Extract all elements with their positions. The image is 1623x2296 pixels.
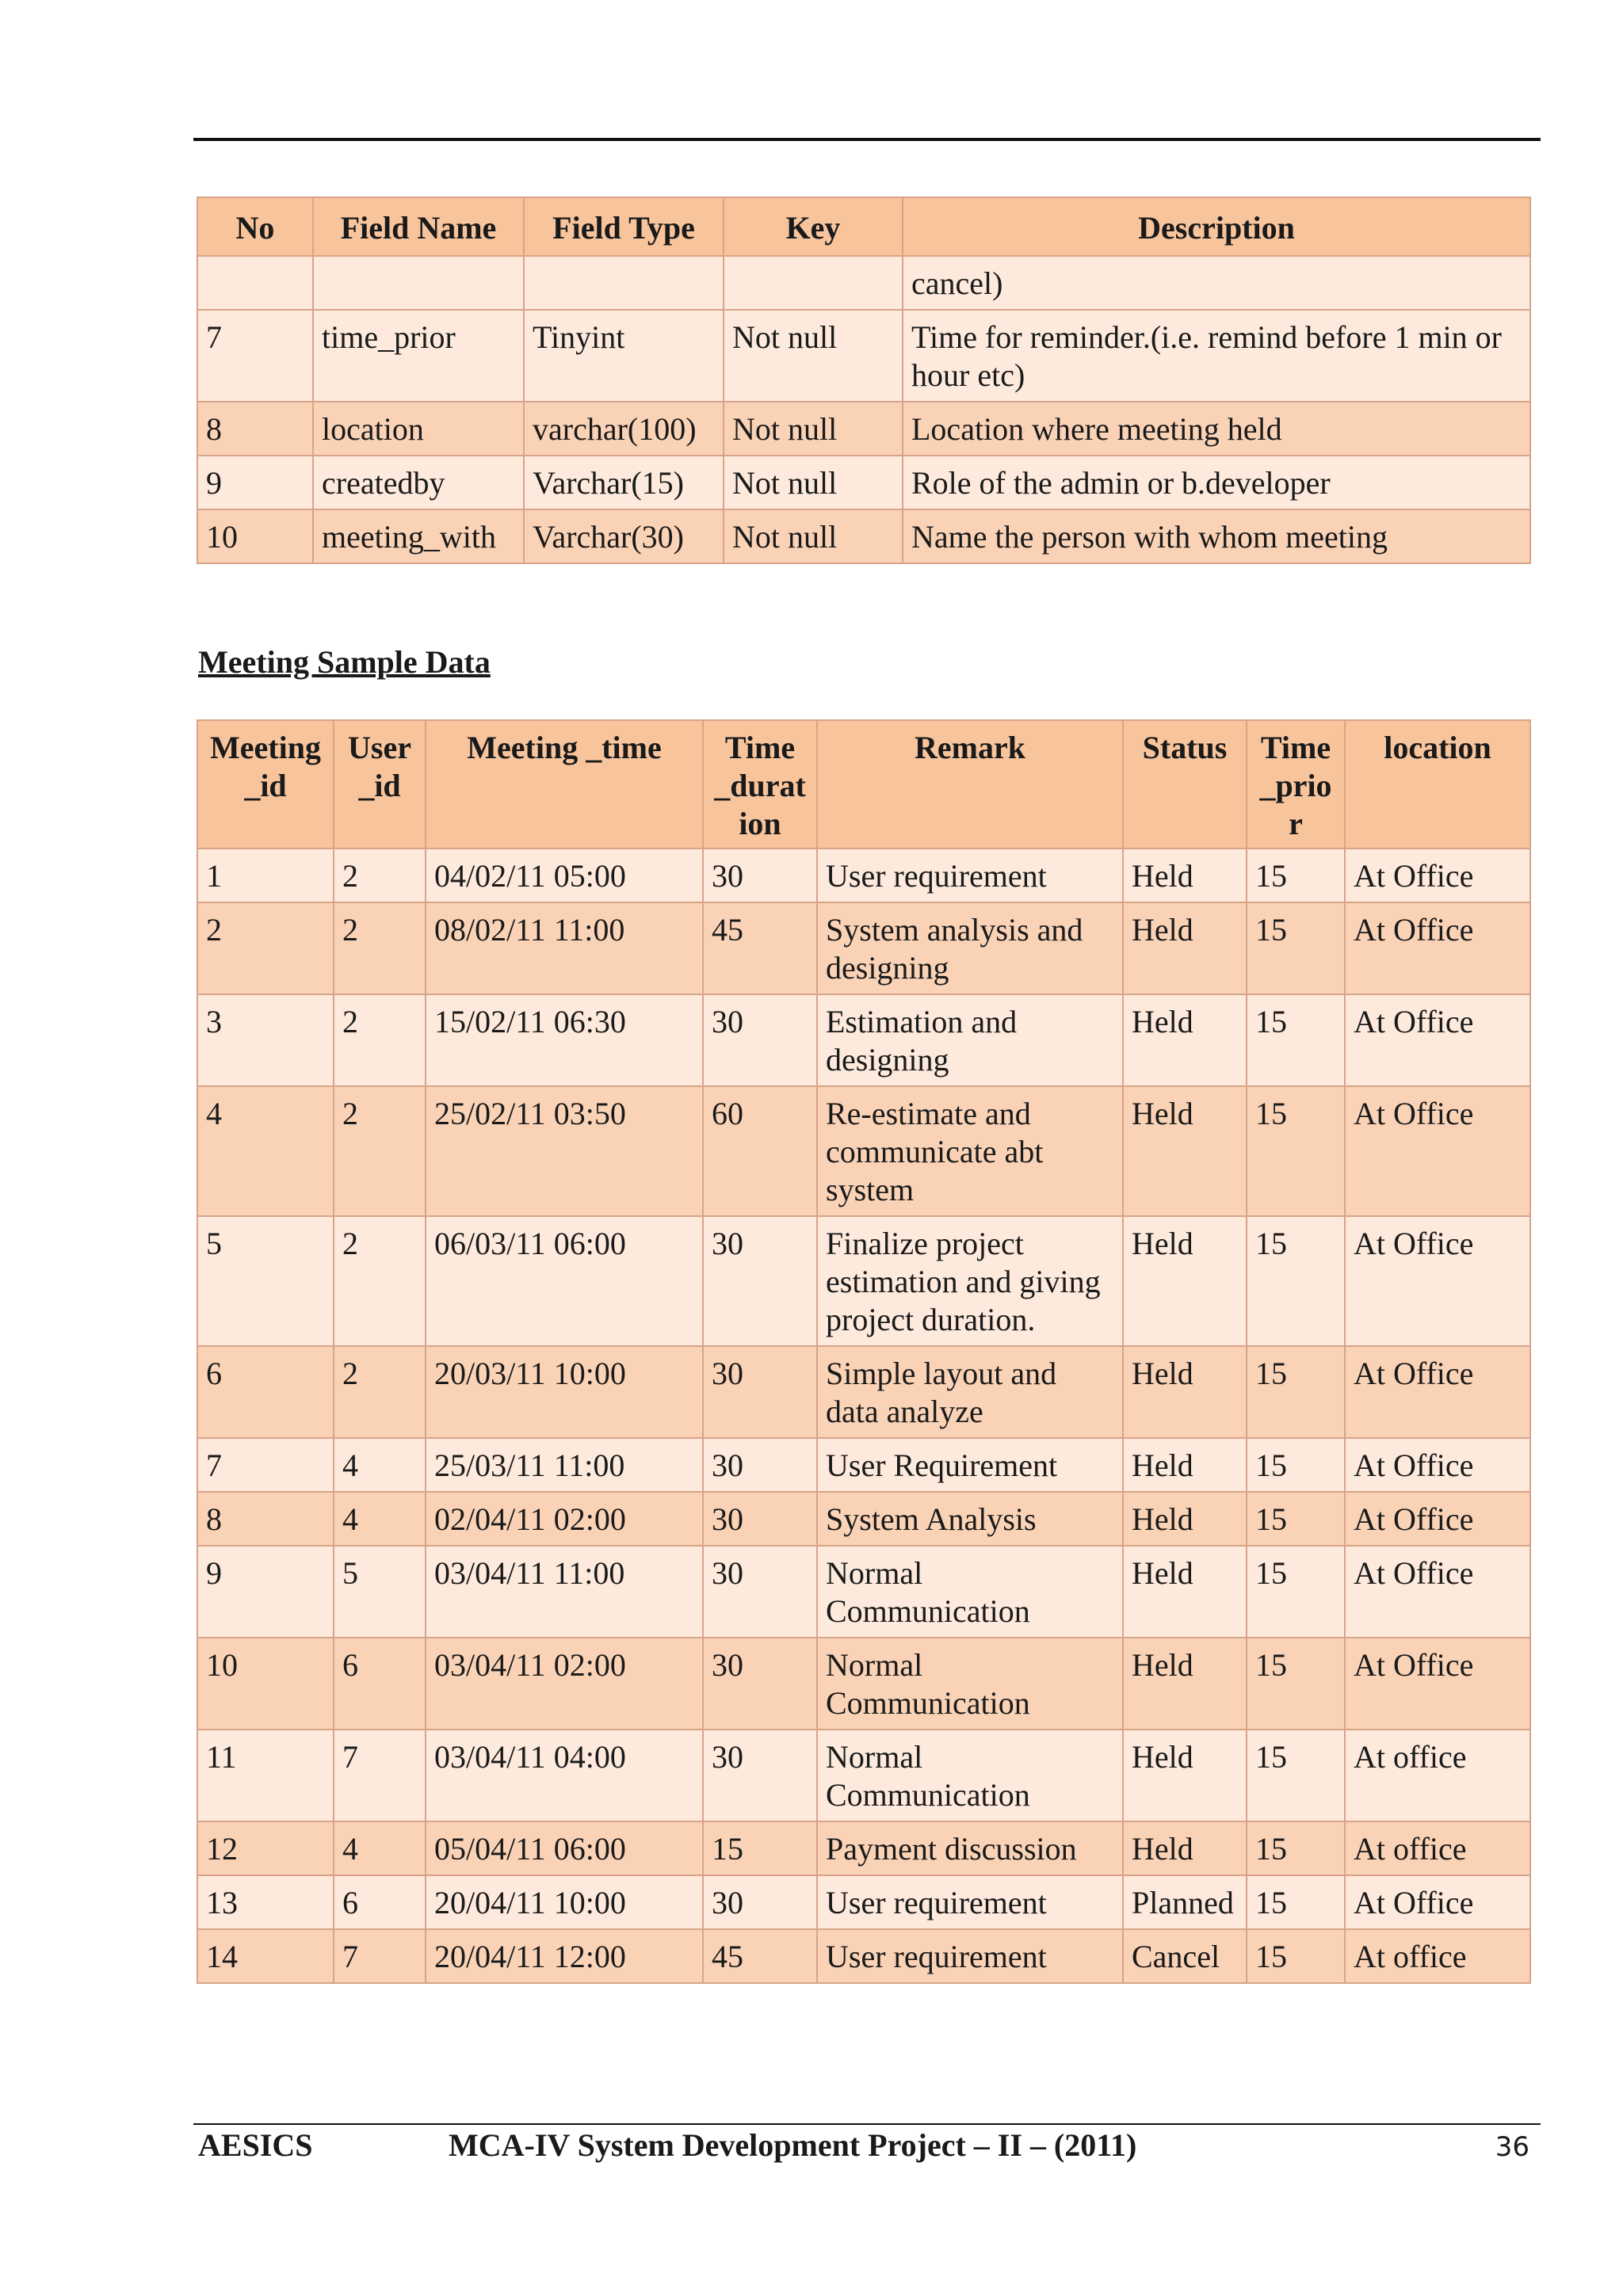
table-cell: 30	[703, 1638, 817, 1730]
table-cell: Held	[1123, 1546, 1247, 1638]
table-cell: At Office	[1345, 1086, 1530, 1216]
table-cell: 2	[334, 994, 426, 1086]
meeting-sample-data-table	[197, 719, 1531, 1984]
section-heading: Meeting Sample Data	[198, 644, 491, 680]
table-cell: At Office	[1345, 1638, 1530, 1730]
table-cell: 6	[334, 1638, 426, 1730]
table-cell: 14	[197, 1929, 334, 1983]
table-cell: 5	[334, 1546, 426, 1638]
footer-institution: AESICS	[198, 2127, 313, 2163]
column-header: Time _prio r	[1247, 720, 1345, 849]
table-cell: 25/02/11 03:50	[426, 1086, 703, 1216]
table-cell: 8	[197, 402, 313, 456]
meetings-table-body	[197, 849, 1530, 1983]
table-cell: Held	[1123, 1216, 1247, 1346]
table-header-row	[197, 720, 1530, 849]
table-row	[197, 509, 1530, 563]
column-header: User _id	[334, 720, 426, 849]
table-cell: createdby	[313, 456, 524, 509]
table-cell: 15	[1247, 1546, 1345, 1638]
table-cell: 2	[334, 902, 426, 994]
table-cell: 04/02/11 05:00	[426, 849, 703, 902]
field-definition-table	[197, 196, 1531, 564]
table-cell	[724, 256, 903, 310]
table-cell: 4	[334, 1821, 426, 1875]
table-cell: System Analysis	[817, 1492, 1123, 1546]
table-cell: 08/02/11 11:00	[426, 902, 703, 994]
table-row	[197, 456, 1530, 509]
table-row	[197, 1086, 1530, 1216]
table-cell: 30	[703, 994, 817, 1086]
column-header: Status	[1123, 720, 1247, 849]
table-cell: 30	[703, 1875, 817, 1929]
table-cell: At office	[1345, 1929, 1530, 1983]
table-cell: 15	[1247, 1346, 1345, 1438]
table-cell: Held	[1123, 994, 1247, 1086]
table-cell: Re-estimate and communicate abt system	[817, 1086, 1123, 1216]
table-cell: At Office	[1345, 902, 1530, 994]
table-cell: 6	[197, 1346, 334, 1438]
table-cell: 25/03/11 11:00	[426, 1438, 703, 1492]
table-cell: 20/03/11 10:00	[426, 1346, 703, 1438]
table-cell: At Office	[1345, 1438, 1530, 1492]
table-cell: 30	[703, 1730, 817, 1821]
table-row	[197, 1730, 1530, 1821]
table-cell: Varchar(15)	[524, 456, 724, 509]
table-cell: Held	[1123, 849, 1247, 902]
table-cell: Simple layout and data analyze	[817, 1346, 1123, 1438]
table-cell: 60	[703, 1086, 817, 1216]
table-cell: 30	[703, 1346, 817, 1438]
table-cell: At Office	[1345, 1875, 1530, 1929]
footer-rule	[193, 2123, 1541, 2125]
table-cell: 15	[1247, 1216, 1345, 1346]
table-cell: 1	[197, 849, 334, 902]
table-cell: Not null	[724, 456, 903, 509]
table-row	[197, 1929, 1530, 1983]
table-row	[197, 1346, 1530, 1438]
table-cell: User Requirement	[817, 1438, 1123, 1492]
table-cell: Held	[1123, 1346, 1247, 1438]
table-cell: Normal Communication	[817, 1638, 1123, 1730]
table-cell: 15	[1247, 1929, 1345, 1983]
table-cell: 15	[1247, 1875, 1345, 1929]
page-number: 36	[1495, 2131, 1529, 2163]
table-cell: 15	[1247, 902, 1345, 994]
header-rule	[193, 138, 1541, 141]
table-cell: 03/04/11 02:00	[426, 1638, 703, 1730]
table-row	[197, 310, 1530, 402]
table-cell: 15	[1247, 1638, 1345, 1730]
table-cell: At Office	[1345, 1492, 1530, 1546]
table-cell: 2	[197, 902, 334, 994]
table-cell: 7	[334, 1929, 426, 1983]
table-cell: 45	[703, 1929, 817, 1983]
table-cell: 8	[197, 1492, 334, 1546]
table-cell: 45	[703, 902, 817, 994]
table-cell: Not null	[724, 402, 903, 456]
table-cell: At Office	[1345, 1346, 1530, 1438]
table-cell: time_prior	[313, 310, 524, 402]
table-row	[197, 902, 1530, 994]
table-cell	[313, 256, 524, 310]
table-cell: 30	[703, 1216, 817, 1346]
table-row	[197, 1821, 1530, 1875]
table-cell: Finalize project estimation and giving project duration.	[817, 1216, 1123, 1346]
table-cell: Held	[1123, 1730, 1247, 1821]
table-cell: 20/04/11 10:00	[426, 1875, 703, 1929]
table-cell: 02/04/11 02:00	[426, 1492, 703, 1546]
table-cell: 30	[703, 1438, 817, 1492]
table-row	[197, 1638, 1530, 1730]
table-cell: 4	[197, 1086, 334, 1216]
table-cell: 7	[197, 1438, 334, 1492]
table-cell: 20/04/11 12:00	[426, 1929, 703, 1983]
table-cell: 15	[1247, 1438, 1345, 1492]
table-cell: 7	[197, 310, 313, 402]
table-cell: Held	[1123, 1638, 1247, 1730]
table-cell: Tinyint	[524, 310, 724, 402]
column-header: No	[197, 197, 313, 256]
table-cell: Payment discussion	[817, 1821, 1123, 1875]
table-row	[197, 402, 1530, 456]
table-cell: Planned	[1123, 1875, 1247, 1929]
table-cell: Normal Communication	[817, 1546, 1123, 1638]
table-cell: Not null	[724, 509, 903, 563]
table-cell: cancel)	[903, 256, 1530, 310]
table-cell: Time for reminder.(i.e. remind before 1 min or hour etc)	[903, 310, 1530, 402]
table-cell: 03/04/11 04:00	[426, 1730, 703, 1821]
table-cell: 2	[334, 849, 426, 902]
table-cell: 30	[703, 1546, 817, 1638]
table-cell: User requirement	[817, 1929, 1123, 1983]
table-cell: 15	[1247, 994, 1345, 1086]
table-row	[197, 1546, 1530, 1638]
table-row	[197, 1875, 1530, 1929]
column-header: Meeting _id	[197, 720, 334, 849]
table-cell: Held	[1123, 1438, 1247, 1492]
table-cell: 5	[197, 1216, 334, 1346]
table-cell: 06/03/11 06:00	[426, 1216, 703, 1346]
table-cell: 2	[334, 1216, 426, 1346]
table-row	[197, 1216, 1530, 1346]
table-header-row	[197, 197, 1530, 256]
table-cell: System analysis and designing	[817, 902, 1123, 994]
table-cell: 15	[1247, 1730, 1345, 1821]
table-row	[197, 849, 1530, 902]
table-cell: 2	[334, 1346, 426, 1438]
table-cell: location	[313, 402, 524, 456]
table-cell: 15/02/11 06:30	[426, 994, 703, 1086]
table-cell: 12	[197, 1821, 334, 1875]
table-cell: 6	[334, 1875, 426, 1929]
column-header: Meeting _time	[426, 720, 703, 849]
column-header: Time _durat ion	[703, 720, 817, 849]
table-row	[197, 994, 1530, 1086]
table-cell	[197, 256, 313, 310]
table-row	[197, 1492, 1530, 1546]
column-header: Remark	[817, 720, 1123, 849]
table-cell: meeting_with	[313, 509, 524, 563]
table-cell: 05/04/11 06:00	[426, 1821, 703, 1875]
table-cell: At Office	[1345, 1216, 1530, 1346]
column-header: location	[1345, 720, 1530, 849]
table-cell: Varchar(30)	[524, 509, 724, 563]
table-cell: 4	[334, 1438, 426, 1492]
table-cell: User requirement	[817, 849, 1123, 902]
column-header: Description	[903, 197, 1530, 256]
table-cell: 7	[334, 1730, 426, 1821]
table-cell: 9	[197, 1546, 334, 1638]
table-cell: 30	[703, 1492, 817, 1546]
table-cell: User requirement	[817, 1875, 1123, 1929]
table-cell: 15	[1247, 1821, 1345, 1875]
table-cell: Estimation and designing	[817, 994, 1123, 1086]
table-cell: 30	[703, 849, 817, 902]
table-cell: 4	[334, 1492, 426, 1546]
table-cell: At Office	[1345, 849, 1530, 902]
table-cell: 9	[197, 456, 313, 509]
table-cell: Held	[1123, 1086, 1247, 1216]
table-cell: varchar(100)	[524, 402, 724, 456]
table-cell: 10	[197, 509, 313, 563]
column-header: Field Name	[313, 197, 524, 256]
table-cell: At office	[1345, 1730, 1530, 1821]
table-cell	[524, 256, 724, 310]
table-cell: Name the person with whom meeting	[903, 509, 1530, 563]
table-cell: Normal Communication	[817, 1730, 1123, 1821]
table-cell: 3	[197, 994, 334, 1086]
table-cell: 03/04/11 11:00	[426, 1546, 703, 1638]
table-cell: At Office	[1345, 994, 1530, 1086]
table-cell: 15	[1247, 1492, 1345, 1546]
table-cell: Held	[1123, 1492, 1247, 1546]
table-row	[197, 1438, 1530, 1492]
table-cell: 10	[197, 1638, 334, 1730]
table-cell: Role of the admin or b.developer	[903, 456, 1530, 509]
column-header: Key	[724, 197, 903, 256]
footer-title: MCA-IV System Development Project – II – (2011)	[449, 2127, 1137, 2163]
table-cell: At office	[1345, 1821, 1530, 1875]
table-cell: 15	[1247, 1086, 1345, 1216]
table-cell: Held	[1123, 902, 1247, 994]
table-cell: 15	[1247, 849, 1345, 902]
table-cell: 13	[197, 1875, 334, 1929]
table-cell: Location where meeting held	[903, 402, 1530, 456]
column-header: Field Type	[524, 197, 724, 256]
table-cell: Cancel	[1123, 1929, 1247, 1983]
table-cell: At Office	[1345, 1546, 1530, 1638]
table-cell: Not null	[724, 310, 903, 402]
table-cell: Held	[1123, 1821, 1247, 1875]
table-cell: 11	[197, 1730, 334, 1821]
table-cell: 2	[334, 1086, 426, 1216]
table-cell: 15	[703, 1821, 817, 1875]
table-row	[197, 256, 1530, 310]
